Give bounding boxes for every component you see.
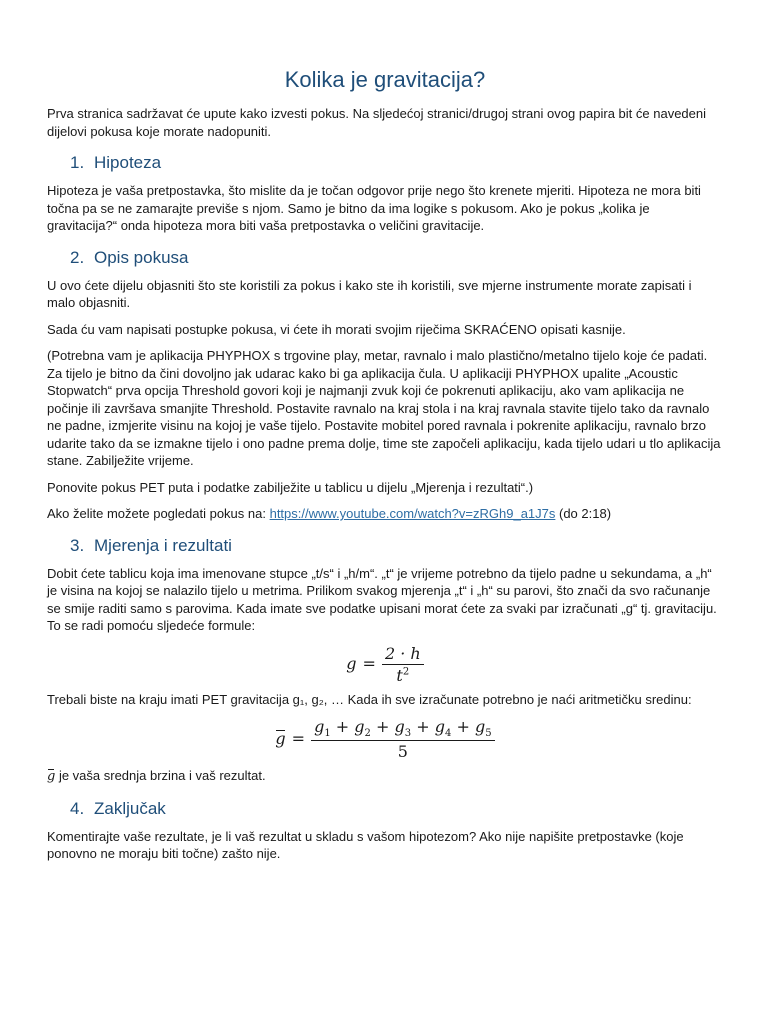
formula-fraction [382, 644, 424, 685]
formula-denominator [382, 665, 424, 685]
mean-result-paragraph [47, 767, 723, 786]
zakljucak-paragraph: Komentirajte vaše rezultate, je li vaš rezultat u skladu s vašom hipotezom? Ako nije napišite pretpostavke (koje ponovno ne moraju biti točne) zašto nije. [47, 828, 684, 862]
hipoteza-paragraph: Hipoteza je vaša pretpostavka, što mislite da je točan odgovor prije nego što krenete mjeriti. Hipoteza ne mora biti točna pa se ne zamarajte previše s njom. Samo je bitno da ima logike s pokusom. Ako je pokus „kolika je gravitacija?“ onda hipoteza mora biti vaša pretpostavka o veličini gravitacije. [47, 183, 701, 233]
formula-lhs: g [346, 653, 357, 673]
opis-paragraph-2: Sada ću vam napisati postupke pokusa, vi ćete ih morati svojim riječima SKRAĆENO opisati kasnije. [47, 321, 626, 337]
section-heading-mjerenja [70, 535, 723, 557]
term-g3: g [394, 717, 405, 736]
section-heading-zakljucak [70, 798, 723, 820]
link-prefix: Ako želite možete pogledati pokus na: [47, 506, 270, 521]
plus-sign: + [376, 717, 390, 736]
opis-paragraph-1: U ovo ćete dijelu objasniti što ste koristili za pokus i kako ste ih koristili, sve mjerne instrumente morate zapisati i malo objasniti. [47, 277, 692, 310]
mean-formula-numerator [311, 717, 495, 741]
plus-sign: + [456, 717, 470, 736]
formula-numerator: 2 · h [382, 644, 424, 665]
section-heading-hipoteza [70, 152, 723, 174]
term-g2: g [354, 717, 365, 736]
term-g5-index: 5 [485, 728, 492, 740]
term-g1-index: 1 [324, 728, 331, 740]
term-g4: g [434, 717, 445, 736]
document-page [47, 64, 723, 872]
link-suffix: (do 2:18) [555, 506, 612, 521]
formula-denominator-base: t [396, 665, 403, 685]
term-g4-index: 4 [444, 728, 452, 740]
plus-sign: + [335, 717, 350, 736]
term-g2-index: 2 [364, 728, 371, 740]
section-title: Mjerenja i rezultati [94, 535, 232, 555]
formula-denominator-exponent: 2 [402, 666, 410, 678]
section-number: 4. [70, 798, 85, 818]
term-g3-index: 3 [404, 728, 412, 740]
mean-formula-denominator: 5 [397, 742, 408, 762]
section-title: Hipoteza [94, 153, 162, 172]
intro-paragraph: Prva stranica sadržavat će upute kako izvesti pokus. Na sljedećoj stranici/drugoj strani ovog papira bit će navedeni dijelovi pokusa koje morate nadopuniti. [47, 106, 707, 139]
mean-formula-fraction [311, 717, 495, 761]
mean-symbol: g [47, 769, 56, 785]
term-g1: g [314, 717, 325, 736]
youtube-link[interactable]: https://www.youtube.com/watch?v=zRGh9_a1J7s [269, 506, 556, 521]
mean-formula-lhs: g [275, 728, 286, 748]
mean-formula [47, 717, 723, 761]
formula-equals: = [362, 653, 376, 673]
gravity-formula [47, 644, 723, 685]
section-heading-opis-pokusa [70, 247, 723, 269]
page-title: Kolika je gravitacija? [284, 67, 486, 92]
section-number: 2. [70, 247, 85, 267]
mean-formula-equals: = [291, 728, 306, 748]
section-number: 3. [70, 535, 85, 555]
section-title: Zaključak [94, 798, 166, 818]
video-link-paragraph [47, 505, 723, 523]
plus-sign: + [416, 717, 430, 736]
opis-paragraph-4: Ponovite pokus PET puta i podatke zabilježite u tablicu u dijelu „Mjerenja i rezultati“.) [47, 479, 534, 495]
term-g5: g [474, 717, 486, 736]
mjerenja-paragraph: Dobit ćete tablicu koja ima imenovane stupce „t/s“ i „h/m“. „t“ je vrijeme potrebno da tijelo padne u sekundama, a „h“ je visina na kojoj se nalazilo tijelo u metrima. Prilikom svakog mjerenja „t“ i „h“ su parovi, što znači da svo računanje se smije raditi samo s parovima. Kada imate sve podatke upisani morat ćete za svaki par izračunati „g“ tj. gravitaciju. To se radi pomoću sljedeće formule: [47, 565, 717, 633]
section-title: Opis pokusa [94, 247, 189, 267]
section-number: 1. [70, 153, 85, 172]
mean-result-text: je vaša srednja brzina i vaš rezultat. [55, 768, 266, 784]
opis-paragraph-3: (Potrebna vam je aplikacija PHYPHOX s trgovine play, metar, ravnalo i malo plastično/metalno tijelo koje će padati. Za tijelo je bitno da čini dovoljno jak udarac kako bi ga aplikacija čula. U aplikaciji PHYPHOX upalite „Acoustic Stopwatch“ prva opcija Threshold govori koji je najmanji zvuk koji će pokrenuti aplikaciju, ako vam aplikacija ne počinje ili završava smanjite Threshold. Postavite ravnalo na kraj stola i na kraj ravnala stavite tijelo tako da ravnalo ne padne, izmjerite visinu na kojoj je vaše tijelo. Postavite mobitel pored ravnala i pokrenite aplikaciju, ravnalo brzo udarite tako da se izmakne tijelo i ono padne prema dolje, time ste započeli aplikaciju, kada tijelo udari u tlo aplikacija stane. Zabilježite vrijeme. [47, 348, 721, 468]
after-formula-paragraph: Trebali biste na kraju imati PET gravitacija g₁, g₂, … Kada ih sve izračunate potrebno je naći aritmetičku sredinu: [47, 691, 692, 707]
